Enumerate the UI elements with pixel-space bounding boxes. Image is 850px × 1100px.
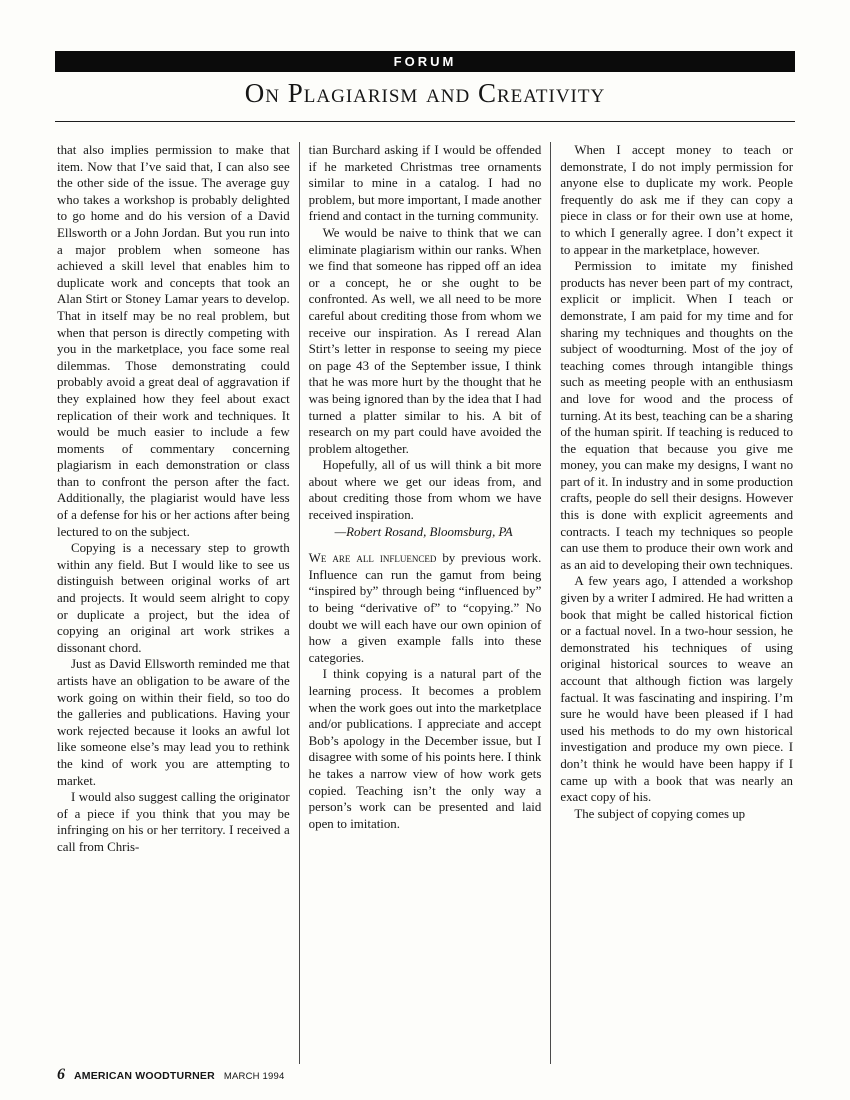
paragraph: Just as David Ellsworth reminded me that artists have an obligation to be aware of the work going on within their field, so too do the galleries and publications. Having your work rejected because it looks an awful lot like someone else’s may lead you to rethink the kind of work you are attempting to market. bbox=[57, 657, 290, 788]
page-number: 6 bbox=[57, 1066, 65, 1083]
paragraph: When I accept money to teach or demonstrate, I do not imply permission for anyone else to duplicate my work. People frequently do ask me if they can copy a piece in class or for their own use at home, to which I generally agree. I don’t expect it to appear in the marketplace, however. bbox=[560, 143, 793, 257]
page-footer bbox=[57, 1066, 284, 1084]
paragraph: Copying is a necessary step to growth within any field. But I would like to see us distinguish between original works of art and projects. It would seem alright to copy or duplicate a project, but the idea of copying an original art work strikes a dissonant chord. bbox=[57, 541, 290, 655]
paragraph: that also implies permission to make that item. Now that I’ve said that, I can also see the other side of the issue. The average guy who takes a workshop is probably delighted to go home and do his version of a David Ellsworth or a John Jordan. But you run into a major problem when someone has achieved a skill level that enables him to duplicate work and concepts that took an Alan Stirt or Stoney Lamar years to develop. That in itself may be no real problem, but when that person is directly competing with you in the marketplace, you face some real dilemmas. Those demonstrating could probably avoid a great deal of aggravation if they explained how they feel about exact replication of their work and techniques. It would be much easier to include a few moments of commentary concerning plagiarism in each demonstration or class than to confront the person after the fact. Additionally, the plagiarist would have less of a defense for his or her actions after being lectured to on the subject. bbox=[57, 143, 290, 539]
smallcaps-lead: We are all influenced bbox=[308, 551, 437, 566]
header-rule bbox=[55, 121, 795, 122]
text-column-1 bbox=[57, 142, 299, 1064]
magazine-name: AMERICAN WOODTURNER bbox=[74, 1070, 215, 1082]
paragraph: Permission to imitate my finished products has never been part of my contract, explicit or implicit. When I teach or demonstrate, I am paid for my time and for sharing my techniques and thoughts on the subject of woodturning. Most of the joy of teaching comes through intangible things such as meeting people with an enthusiasm and love for wood and the process of turning. At its best, teaching can be a sharing of the human spirit. If teaching is reduced to the equation that because you give me money, you can make my designs, I want no part of it. In industry and in some production crafts, people do sell their designs. However this is done with explicit agreements and contracts. I teach my techniques so people can use them to produce their own work and as an aid to developing their own techniques. bbox=[560, 259, 793, 572]
paragraph: tian Burchard asking if I would be offended if he marketed Christmas tree ornaments similar to mine in a catalog. I had no problem, but more important, I made another friend and contact in the turning community. bbox=[308, 143, 542, 224]
text-column-2 bbox=[299, 142, 551, 1064]
paragraph: The subject of copying comes up bbox=[574, 806, 746, 821]
paragraph: I would also suggest calling the originator of a piece if you think that you may be infringing on his or her territory. I received a call from Chris- bbox=[57, 790, 290, 854]
paragraph: We are all influenced by previous work. Influence can run the gamut from being “inspired by” through being “influenced by” to being “derivative of” to “copying.” No doubt we will each have our own opinion of how a given example falls into these categories. bbox=[308, 551, 542, 665]
text-column-3 bbox=[550, 142, 793, 1064]
issue-date: MARCH 1994 bbox=[223, 1071, 285, 1082]
paragraph: We would be naive to think that we can eliminate plagiarism within our ranks. When we find that someone has ripped off an idea or a concept, he or she ought to be confronted. As well, we all need to be more careful about crediting those from whom we receive our inspiration. As I reread Alan Stirt’s letter in response to seeing my piece on page 43 of the September issue, I think that he was more hurt by the thought that he was being ignored than by the idea that I had turned a platter similar to his. A bit of research on my part could have avoided the problem altogether. bbox=[308, 225, 542, 456]
paragraph: A few years ago, I attended a workshop given by a writer I admired. He had written a book that might be called historical fiction or a factual novel. In a two-hour session, he demonstrated his techniques of using original historical sources to weave an account that although fiction was largely factual. It was fascinating and inspiring. I’m sure he would have been pleased if I had used his methods to do my own historical investigation and produce my own piece. I don’t think he would have been happy if I came up with a book that was nearly an exact copy of his. bbox=[560, 574, 793, 805]
forum-banner bbox=[55, 51, 795, 72]
paragraph: I think copying is a natural part of the learning process. It becomes a problem when the work goes out into the marketplace and/or publications. I appreciate and accept Bob’s apology in the December issue, but I disagree with some of his points here. I think he takes a narrow view of how work gets copied. Teaching isn’t the only way a person’s work can be presented and laid open to imitation. bbox=[308, 667, 542, 831]
paragraph: Hopefully, all of us will think a bit more about where we get our ideas from, and about crediting those from whom we have received inspiration. bbox=[308, 458, 542, 523]
forum-banner-label: FORUM bbox=[393, 54, 457, 69]
paragraph: —Robert Rosand, Bloomsburg, PA bbox=[334, 524, 513, 539]
article-columns bbox=[57, 142, 793, 1064]
article-title: On Plagiarism and Creativity bbox=[244, 78, 606, 108]
